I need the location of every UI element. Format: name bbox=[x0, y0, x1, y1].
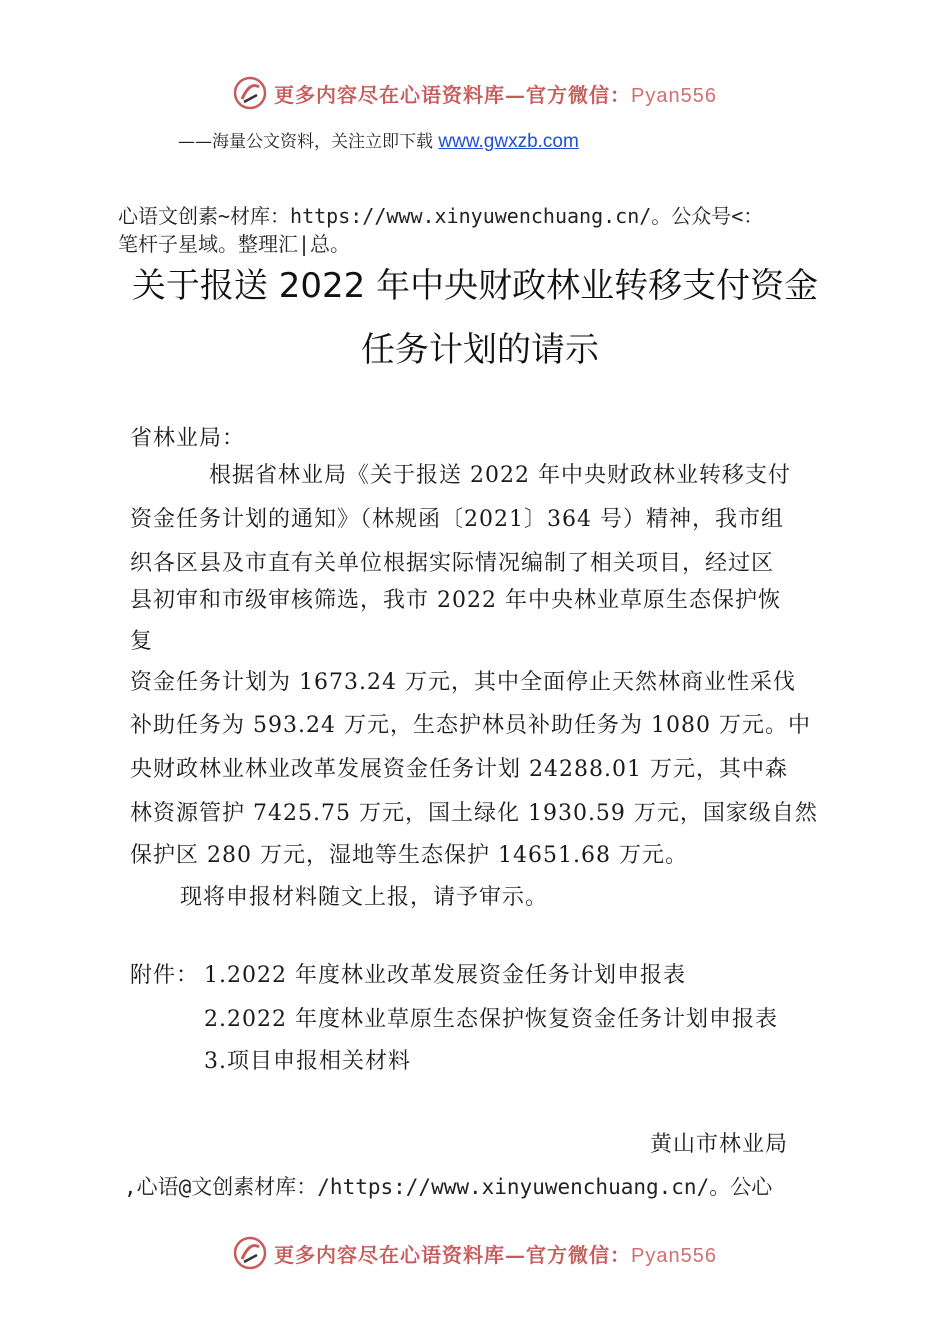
body-line: 织各区县及市直有关单位根据实际情况编制了相关项目，经过区 bbox=[130, 551, 775, 576]
footer-watermark: ,心语@文创素材库：/https://www.xinyuwenchuang.cn/。公心 bbox=[124, 1175, 773, 1199]
wechat-id: Pyan556 bbox=[631, 1244, 717, 1267]
body-line: 县初审和市级审核筛选，我市 2022 年中央林业草原生态保护恢 bbox=[130, 588, 781, 613]
body-line: 资金任务计划为 1673.24 万元，其中全面停止天然林商业性采伐 bbox=[130, 670, 796, 695]
site-link[interactable]: www.gwxzb.com bbox=[438, 131, 579, 152]
brand-logo-icon bbox=[232, 75, 268, 111]
body-line: 保护区 280 万元，湿地等生态保护 14651.68 万元。 bbox=[130, 843, 688, 868]
body-line: 根据省林业局《关于报送 2022 年中央财政林业转移支付 bbox=[209, 463, 791, 488]
attachment-item: 2.2022 年度林业草原生态保护恢复资金任务计划申报表 bbox=[204, 1007, 778, 1032]
watermark-line-2: 笔杆子星域。整理汇|总。 bbox=[118, 232, 351, 256]
document-title-line-2: 任务计划的请示 bbox=[361, 330, 599, 370]
watermark-line-1: 心语文创素~材库：https://www.xinyuwenchuang.cn/。公众号<： bbox=[118, 204, 764, 228]
footer-banner bbox=[232, 1233, 717, 1273]
brand-logo-icon bbox=[232, 1235, 268, 1271]
signature: 黄山市林业局 bbox=[650, 1132, 789, 1157]
download-notice-text: ——海量公文资料，关注立即下载 bbox=[178, 132, 439, 152]
body-line: 林资源管护 7425.75 万元，国土绿化 1930.59 万元，国家级自然 bbox=[130, 801, 818, 826]
document-title-line-1: 关于报送 2022 年中央财政林业转移支付资金 bbox=[131, 266, 819, 306]
body-line: 现将申报材料随文上报，请予审示。 bbox=[180, 885, 549, 910]
body-line: 补助任务为 593.24 万元，生态护林员补助任务为 1080 万元。中 bbox=[130, 713, 811, 738]
banner-text: 更多内容尽在心语资料库—官方微信：Pyan556 bbox=[274, 1242, 717, 1267]
body-line: 复 bbox=[130, 629, 154, 654]
salutation: 省林业局： bbox=[130, 426, 246, 451]
download-notice bbox=[178, 127, 579, 153]
banner-text: 更多内容尽在心语资料库—官方微信：Pyan556 bbox=[274, 82, 717, 107]
body-line: 央财政林业林业改革发展资金任务计划 24288.01 万元，其中森 bbox=[130, 757, 788, 782]
attachment-item: 1.2022 年度林业改革发展资金任务计划申报表 bbox=[204, 963, 686, 988]
wechat-id: Pyan556 bbox=[631, 84, 717, 107]
attachments-label: 附件： bbox=[130, 963, 200, 988]
header-banner bbox=[232, 73, 717, 113]
attachment-item: 3.项目申报相关材料 bbox=[204, 1049, 411, 1074]
body-line: 资金任务计划的通知》（林规函〔2021〕364 号）精神，我市组 bbox=[130, 507, 784, 532]
